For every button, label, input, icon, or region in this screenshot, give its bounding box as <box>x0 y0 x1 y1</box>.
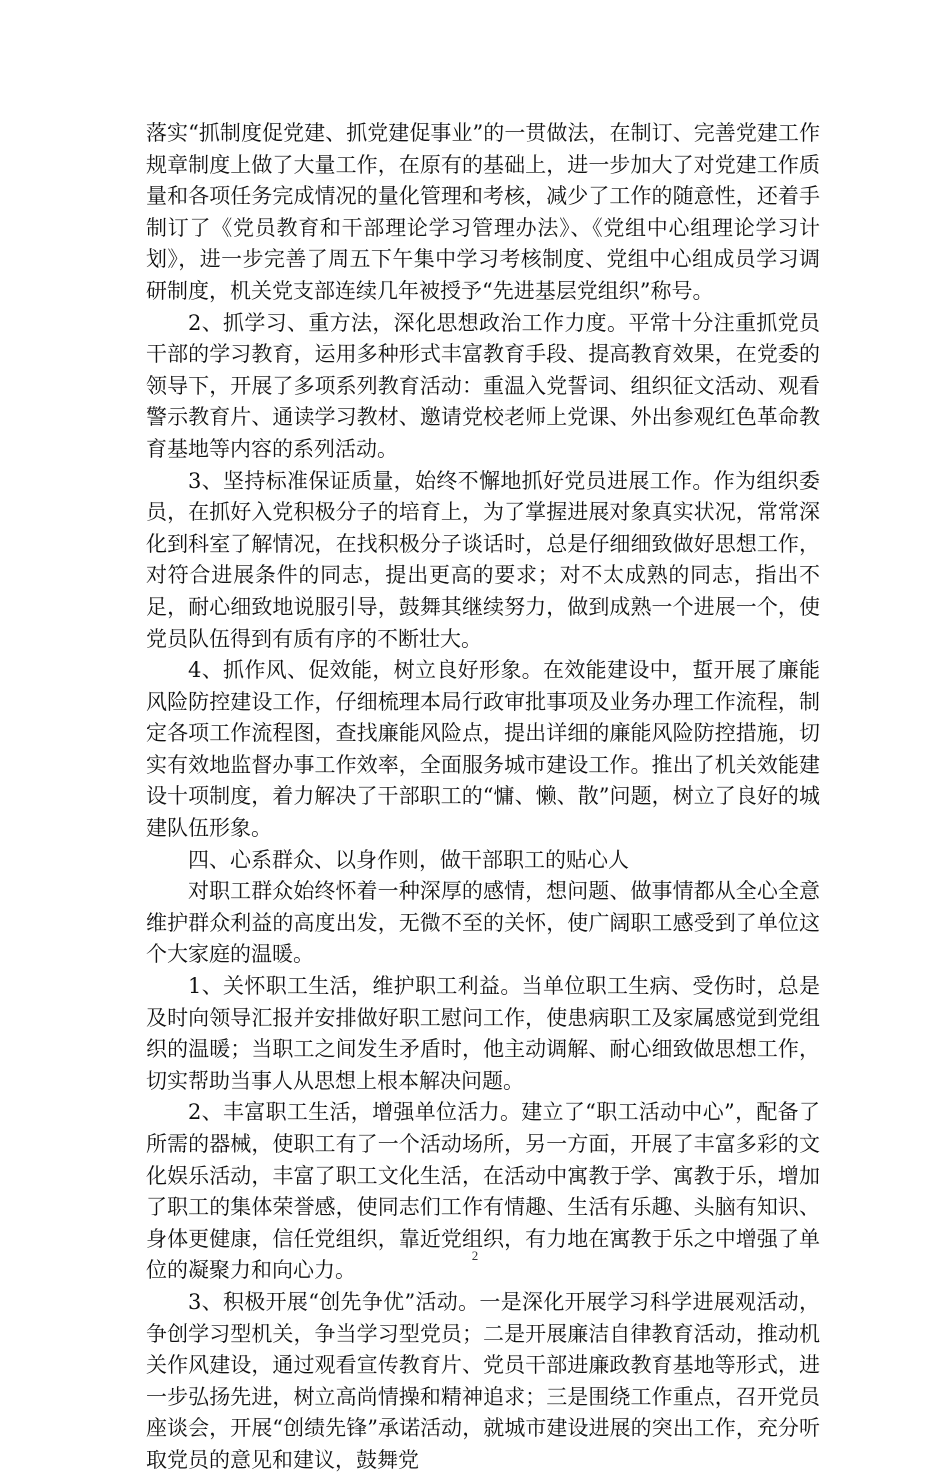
paragraph-7: 2、丰富职工生活，增强单位活力。建立了“职工活动中心”，配备了所需的器械，使职工有了一个活动场所，另一方面，开展了丰富多彩的文化娱乐活动，丰富了职工文化生活，在活动中寓教于学、寓教于乐，增加了职工的集体荣誉感，使同志们工作有情趣、生活有乐趣、头脑有知识、身体更健康，信任党组织，靠近党组织，有力地在寓教于乐之中增强了单位的凝聚力和向心力。 <box>146 1100 820 1283</box>
paragraph-3: 3、坚持标准保证质量，始终不懈地抓好党员进展工作。作为组织委员，在抓好入党积极分子的培育上，为了掌握进展对象真实状况，常常深化到科室了解情况，在找积极分子谈话时，总是仔细细致做好思想工作，对符合进展条件的同志，提出更高的要求；对不太成熟的同志，指出不足，耐心细致地说服引导，鼓舞其继续努力，做到成熟一个进展一个，使党员队伍得到有质有序的不断壮大。 <box>146 468 820 651</box>
paragraph-4: 4、抓作风、促效能，树立良好形象。在效能建设中，蜇开展了廉能风险防控建设工作，仔细梳理本局行政审批事项及业务办理工作流程，制定各项工作流程图，查找廉能风险点，提出详细的廉能风险防控措施，切实有效地监督办事工作效率，全面服务城市建设工作。推出了机关效能建设十项制度，着力解决了干部职工的“慵、懒、散”问题，树立了良好的城建队伍形象。 <box>146 658 820 841</box>
paragraph-6: 1、关怀职工生活，维护职工利益。当单位职工生病、受伤时，总是及时向领导汇报并安排做好职工慰问工作，使患病职工及家属感觉到党组织的温暖；当职工之间发生矛盾时，他主动调解、耐心细致做思想工作，切实帮助当事人从思想上根本解决问题。 <box>146 974 820 1093</box>
paragraph-5: 对职工群众始终怀着一种深厚的感情，想问题、做事情都从全心全意维护群众利益的高度出发，无微不至的关怀，使广阔职工感受到了单位这个大家庭的温暖。 <box>146 879 820 967</box>
document-body <box>146 118 820 1477</box>
paragraph-8: 3、积极开展“创先争优”活动。一是深化开展学习科学进展观活动，争创学习型机关，争当学习型党员；二是开展廉洁自律教育活动，推动机关作风建设，通过观看宣传教育片、党员干部进廉政教育基地等形式，进一步弘扬先进，树立高尚情操和精神追求；三是围绕工作重点，召开党员座谈会，开展“创绩先锋”承诺活动，就城市建设进展的突出工作，充分听取党员的意见和建议，鼓舞党 <box>146 1289 820 1472</box>
paragraph-1: 落实“抓制度促党建、抓党建促事业”的一贯做法，在制订、完善党建工作规章制度上做了大量工作，在原有的基础上，进一步加大了对党建工作质量和各项任务完成情况的量化管理和考核，减少了工作的随意性，还着手制订了《党员教育和干部理论学习管理办法》、《党组中心组理论学习计划》，进一步完善了周五下午集中学习考核制度、党组中心组成员学习调研制度，机关党支部连续几年被授予“先进基层党组织”称号。 <box>146 121 820 303</box>
section-heading-4: 四、心系群众、以身作则，做干部职工的贴心人 <box>188 847 629 872</box>
paragraph-2: 2、抓学习、重方法，深化思想政治工作力度。平常十分注重抓党员干部的学习教育，运用多种形式丰富教育手段、提高教育效果，在党委的领导下，开展了多项系列教育活动：重温入党誓词、组织征文活动、观看警示教育片、通读学习教材、邀请党校老师上党课、外出参观红色革命教育基地等内容的系列活动。 <box>146 310 820 461</box>
page-number: 2 <box>471 1248 479 1263</box>
